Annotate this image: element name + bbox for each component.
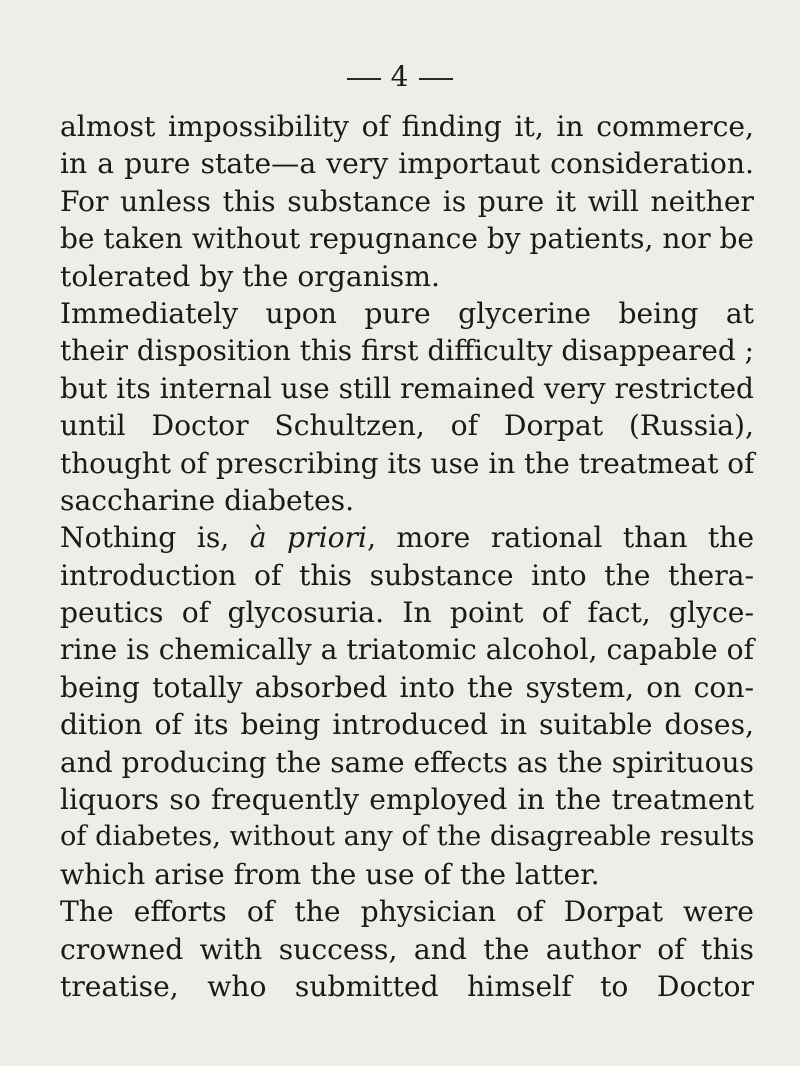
text-line: The efforts of the physician of Dorpat were	[60, 895, 754, 929]
text-line: crowned with success, and the author of this	[60, 932, 754, 966]
text-line: almost impossibility of finding it, in commerce,	[60, 110, 754, 143]
text-line: being totally absorbed into the system, on con-	[60, 670, 754, 704]
text-line: treatise, who submitted himself to Doctor	[60, 969, 754, 1003]
text-line: and producing the same effects as the spirituous	[60, 745, 754, 779]
text-line: until Doctor Schultzen, of Dorpat (Russia),	[60, 409, 754, 443]
text-line: be taken without repugnance by patients, nor be	[60, 222, 754, 256]
italic-phrase: à priori	[249, 521, 368, 555]
text-line: in a pure state—a very importaut consideration.	[60, 147, 754, 181]
text-line: peutics of glycosuria. In point of fact, glyce-	[60, 596, 754, 630]
header-dash-left	[347, 78, 381, 80]
text-line: thought of prescribing its use in the treatmeat of	[60, 446, 755, 480]
text-line: of diabetes, without any of the disagreable results	[60, 821, 755, 853]
body-text	[60, 108, 754, 1005]
text-line: introduction of this substance into the thera-	[60, 558, 754, 592]
text-segment: , more rational than the	[367, 521, 755, 555]
header-dash-right	[419, 78, 453, 80]
text-line: Immediately upon pure glycerine being at	[60, 296, 754, 330]
text-segment: Nothing is,	[60, 521, 230, 555]
text-line: tolerated by the organism.	[60, 259, 440, 293]
page-header	[0, 60, 800, 93]
text-line: liquors so frequently employed in the treatment	[60, 783, 754, 817]
page-number: 4	[390, 60, 410, 93]
text-line: but its internal use still remained very restricted	[60, 371, 754, 405]
text-line-mixed	[60, 519, 754, 556]
text-line: which arise from the use of the latter.	[60, 857, 600, 891]
text-line: saccharine diabetes.	[60, 483, 355, 517]
text-line: their disposition this first difficulty disappeared ;	[60, 334, 754, 368]
text-line: rine is chemically a triatomic alcohol, capable of	[60, 633, 754, 667]
text-line: For unless this substance is pure it will neither	[60, 184, 754, 218]
text-line: dition of its being introduced in suitable doses,	[60, 708, 754, 742]
